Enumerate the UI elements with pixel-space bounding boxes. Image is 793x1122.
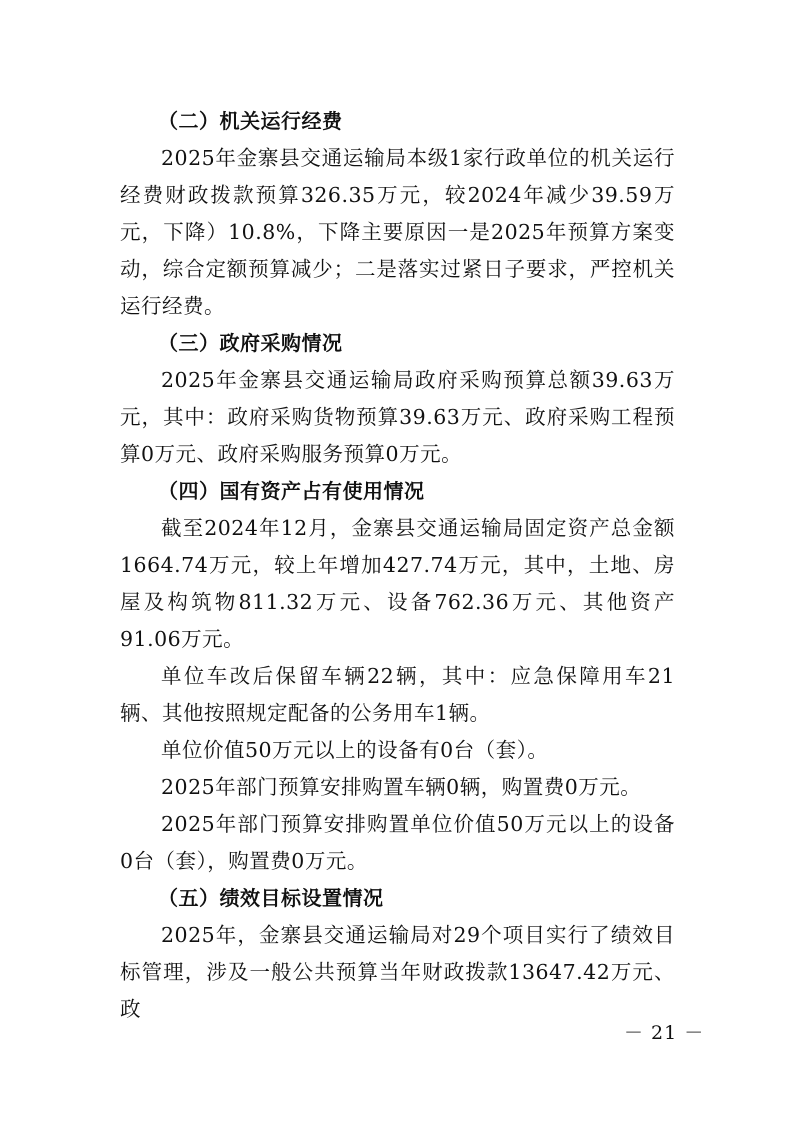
paragraph-fixed-assets: 截至2024年12月，金寨县交通运输局固定资产总金额1664.74万元，较上年增加427.74万元，其中，土地、房屋及构筑物811.32万元、设备762.36万元、其他资产91.06万元。 (120, 516, 675, 651)
section-heading-performance-goals: （五）绩效目标设置情况 (158, 886, 384, 910)
paragraph-vehicle-purchase: 2025年部门预算安排购置车辆0辆，购置费0万元。 (161, 775, 642, 799)
section-heading-operating-costs: （二）机关运行经费 (158, 109, 343, 133)
paragraph-equipment-purchase: 2025年部门预算安排购置单位价值50万元以上的设备0台（套），购置费0万元。 (120, 812, 675, 873)
page-number: － 21 － (624, 1022, 705, 1044)
section-heading-procurement: （三）政府采购情况 (158, 331, 343, 355)
paragraph-operating-costs: 2025年金寨县交通运输局本级1家行政单位的机关运行经费财政拨款预算326.35万元，较2024年减少39.59万元，下降）10.8%，下降主要原因一是2025年预算方案变动，综合定额预算减少；二是落实过紧日子要求，严控机关运行经费。 (120, 146, 675, 318)
section-heading-state-assets: （四）国有资产占有使用情况 (158, 479, 425, 503)
paragraph-performance-goals: 2025年，金寨县交通运输局对29个项目实行了绩效目标管理，涉及一般公共预算当年财政拨款13647.42万元、政 (120, 923, 675, 1021)
paragraph-vehicles: 单位车改后保留车辆22辆，其中：应急保障用车21辆、其他按照规定配备的公务用车1辆。 (120, 664, 675, 725)
paragraph-equipment-count: 单位价值50万元以上的设备有0台（套）。 (161, 738, 549, 762)
paragraph-procurement: 2025年金寨县交通运输局政府采购预算总额39.63万元，其中：政府采购货物预算39.63万元、政府采购工程预算0万元、政府采购服务预算0万元。 (120, 368, 675, 466)
